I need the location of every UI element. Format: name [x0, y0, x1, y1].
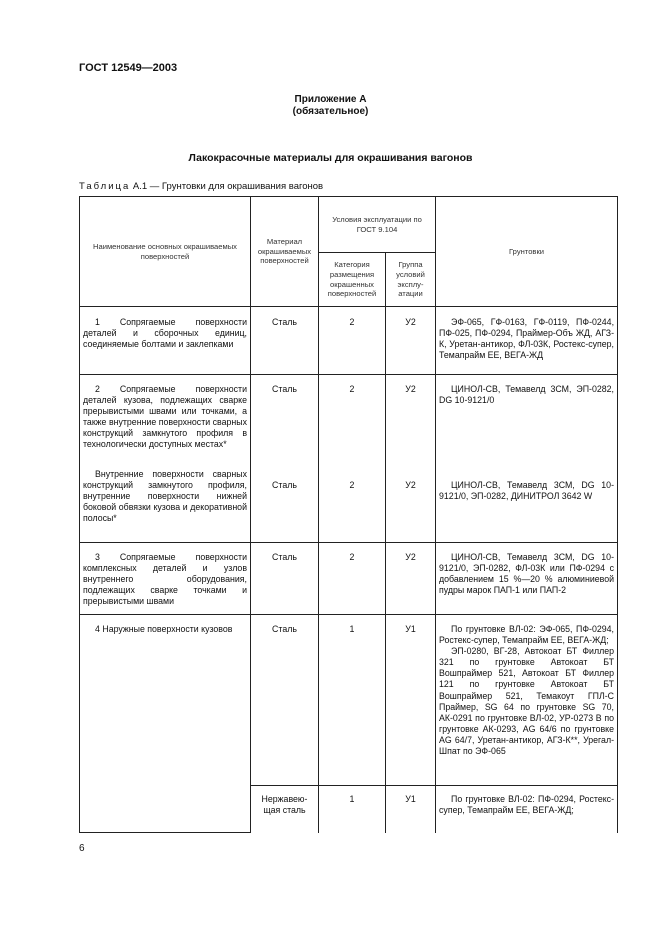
surface-cell-group	[80, 375, 251, 543]
material-cell: Сталь	[251, 307, 319, 375]
cell-gap	[254, 395, 315, 480]
primers-cell: ЭФ-065, ГФ-0163, ГФ-0119, ПФ-0244, ПФ-025, ПФ-0294, Праймер-Объ ЖД, АГЗ-К, Уретан-антикор, ФЛ-03К, Ростекс-супер, Темапрайм ЕЕ, ВЕГА-ЖД	[436, 307, 618, 375]
table-row	[80, 307, 618, 375]
primers-text: По грунтовке ВЛ-02: ЭФ-065, ПФ-0294, Ростекс-супер, Темапрайм ЕЕ, ВЕГА-ЖД;	[439, 624, 615, 646]
header-conditions: Условия эксплуатации по ГОСТ 9.104	[319, 197, 436, 253]
group-cell: У1	[386, 615, 436, 786]
header-group: Группа условий эксплу-атации	[386, 253, 436, 307]
category-cell: 1	[319, 615, 386, 786]
surface-cell	[80, 615, 251, 833]
annex-status: (обязательное)	[292, 106, 369, 117]
group-cell-group	[386, 375, 436, 543]
material-cell: Сталь	[251, 543, 319, 615]
cell-gap	[322, 395, 382, 480]
header-surfaces: Наименование основных окрашиваемых поверхностей	[80, 197, 251, 307]
page-number: 6	[79, 843, 85, 854]
group-cell: У2	[386, 543, 436, 615]
table-caption-text: — Грунтовки для окрашивания вагонов	[147, 181, 324, 192]
cell-gap	[389, 395, 432, 480]
standard-designation: ГОСТ 12549—2003	[79, 62, 178, 74]
primers-cell-group	[436, 375, 618, 543]
group-cell: У2	[386, 307, 436, 375]
surface-cell: 2 Сопрягаемые поверхности деталей кузова, подлежащих сварке прерывистыми швами или точками, а также внутренние поверхности сварных конструкций замкнутого профиля в технологически доступных местах*	[83, 384, 247, 450]
header-primers: Грунтовки	[436, 197, 618, 307]
primers-cell: ЦИНОЛ-СВ, Темавелд 3СМ, DG 10-9121/0, ЭП-0282, ФЛ-03К или ПФ-0294 с добавлением 15 %—20 % алюминиевой пудры марок ПАП-1 или ПАП-2	[436, 543, 618, 615]
category-cell: 2	[349, 480, 355, 491]
material-cell: Сталь	[251, 615, 319, 786]
group-cell: У2	[405, 480, 416, 491]
material-cell: Нержавею-щая сталь	[251, 786, 319, 833]
surface-cell: 1 Сопрягаемые поверхности деталей и сборочных единиц, соединяемые болтами и заклепками	[80, 307, 251, 375]
category-cell: 1	[319, 786, 386, 833]
category-cell: 2	[319, 307, 386, 375]
table-row	[80, 615, 618, 786]
annex-title: Приложение А	[294, 94, 367, 105]
category-cell: 2	[319, 543, 386, 615]
material-cell: Сталь	[272, 480, 297, 491]
primers-cell: По грунтовке ВЛ-02: ПФ-0294, Ростекс-супер, Темапрайм ЕЕ, ВЕГА-ЖД;	[436, 786, 618, 833]
primers-cell: ЦИНОЛ-СВ, Темавелд 3СМ, DG 10-9121/0, ЭП-0282, ДИНИТРОЛ 3642 W	[439, 480, 615, 502]
table-row	[80, 543, 618, 615]
primers-cell	[436, 615, 618, 786]
surface-cell: 3 Сопрягаемые поверхности комплексных деталей и узлов внутреннего оборудования, подлежащих сварке точками и прерывистыми швами	[80, 543, 251, 615]
material-cell-group	[251, 375, 319, 543]
header-category: Категория размещения окрашенных поверхностей	[319, 253, 386, 307]
table-header-row	[80, 197, 618, 253]
primers-table	[79, 196, 618, 833]
table-caption	[79, 181, 323, 192]
table-caption-number: А.1	[132, 181, 148, 192]
material-cell: Сталь	[272, 384, 297, 394]
category-cell: 2	[349, 384, 355, 394]
section-heading: Лакокрасочные материалы для окрашивания вагонов	[188, 152, 473, 164]
cell-gap	[83, 451, 247, 469]
surface-cell: Внутренние поверхности сварных конструкций замкнутого профиля, внутренние поверхности нижней боковой обвязки кузова и декоративной полосы*	[83, 468, 247, 523]
group-cell: У1	[386, 786, 436, 833]
header-material: Материал окрашиваемых поверхностей	[251, 197, 319, 307]
surface-text: 4 Наружные поверхности кузовов	[95, 624, 233, 634]
primers-text: ЭП-0280, ВГ-28, Автокоат БТ Филлер 321 по грунтовке Автокоат БТ Вошпраймер 521, Автокоат БТ Филлер 121 по грунтовке Автокоат БТ Вошпраймер 521, Темакоут ГПЛ-С Праймер, SG 64 по грунтовке SG 70, АК-0291 по грунтовке ВЛ-02, УР-0273 В по грунтовке АК-0293, AG 64/6 по грунтовке AG 64/7, Уретан-антикор, АГЗ-К**, Урегал-Шпат по ЭФ-065	[439, 646, 615, 757]
annex-block	[0, 94, 661, 118]
table-caption-prefix: Таблица	[79, 181, 131, 192]
cell-gap	[439, 406, 614, 480]
table-row	[80, 375, 618, 543]
group-cell: У2	[405, 384, 416, 394]
primers-cell: ЦИНОЛ-СВ, Темавелд 3СМ, ЭП-0282, DG 10-9121/0	[439, 384, 615, 406]
category-cell-group	[319, 375, 386, 543]
